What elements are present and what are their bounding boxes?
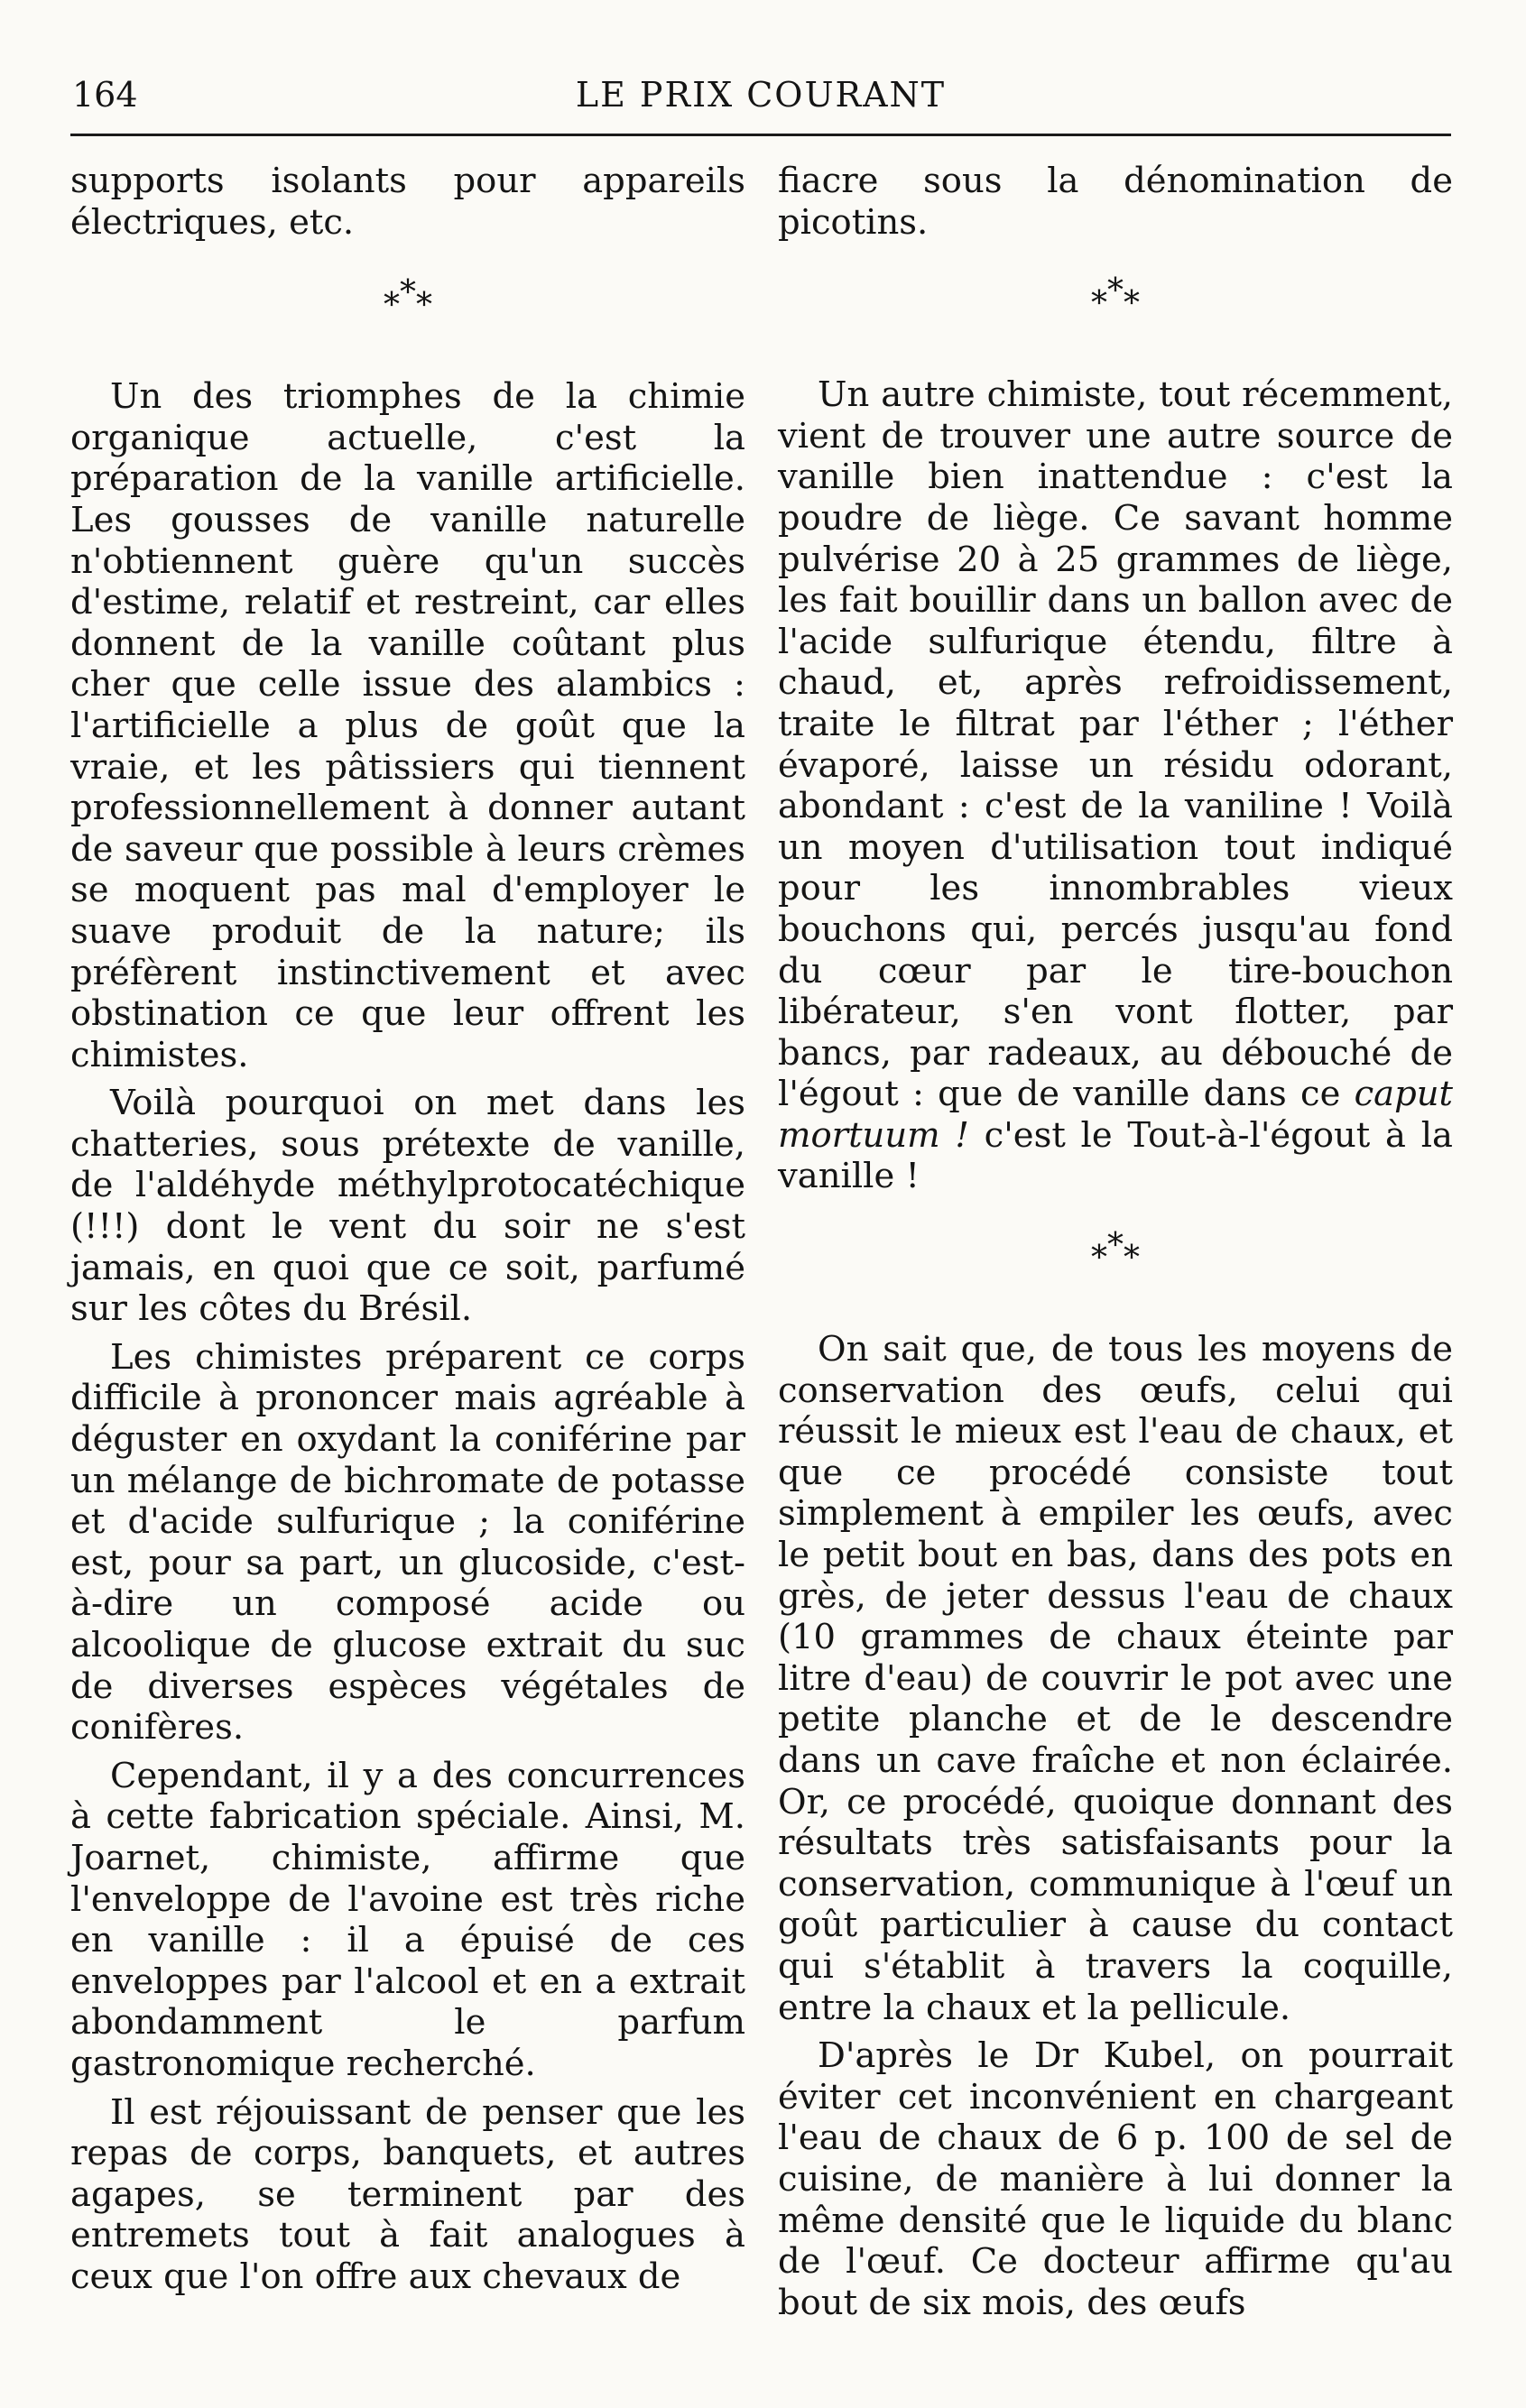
asterism-star: * xyxy=(1107,1227,1124,1265)
paragraph: supports isolants pour appareils électriques, etc. xyxy=(70,161,745,243)
asterism-star: * xyxy=(1124,285,1140,323)
paragraph: fiacre sous la dénomination de picotins. xyxy=(778,161,1453,243)
page-header xyxy=(70,63,1451,126)
paragraph: Cependant, il y a des concurrences à cette fabrication spéciale. Ainsi, M. Joarnet, chimiste, affirme que l'enveloppe de l'avoine est très riche en vanille : il a épuisé de ces enveloppes par l'alcool et en a extrait abondamment le parfum gastronomique recherché. xyxy=(70,1755,745,2084)
asterism-star: * xyxy=(1091,1240,1107,1278)
section-separator xyxy=(778,1227,1453,1278)
right-column xyxy=(778,161,1453,2323)
section-separator xyxy=(70,274,745,325)
asterism-star: * xyxy=(1107,272,1124,310)
paragraph: D'après le Dr Kubel, on pourrait éviter cet inconvénient en chargeant l'eau de chaux de 6 p. 100 de sel de cuisine, de manière à lui donner la même densité que le liquide du blanc de l'œuf. Ce docteur affirme qu'au bout de six mois, des œufs xyxy=(778,2035,1453,2323)
paragraph: Il est réjouissant de penser que les repas de corps, banquets, et autres agapes, se terminent par des entremets tout à fait analogues à ceux que l'on offre aux chevaux de xyxy=(70,2091,745,2297)
section-separator xyxy=(778,272,1453,323)
paragraph: Un des triomphes de la chimie organique actuelle, c'est la préparation de la vanille artificielle. Les gousses de vanille naturelle n'obtiennent guère qu'un succès d'estime, relatif et restreint, car elles donnent de la vanille coûtant plus cher que celle issue des alambics : l'artificielle a plus de goût que la vraie, et les pâtissiers qui tiennent professionnellement à donner autant de saveur que possible à leurs crèmes se moquent pas mal d'employer le suave produit de la nature; ils préfèrent instinctivement et avec obstination ce que leur offrent les chimistes. xyxy=(70,376,745,1075)
italic-phrase: caput mortuum ! xyxy=(778,1074,1453,1156)
left-column xyxy=(70,161,745,2298)
paragraph: On sait que, de tous les moyens de conservation des œufs, celui qui réussit le mieux est l'eau de chaux, et que ce procédé consiste tout simplement à empiler les œufs, avec le petit bout en bas, dans des pots en grès, de jeter dessus l'eau de chaux (10 grammes de chaux éteinte par litre d'eau) de couvrir le pot avec une petite planche et de le descendre dans un cave fraîche et non éclairée. Or, ce procédé, quoique donnant des résultats très satisfaisants pour la conservation, communique à l'œuf un goût particulier à cause du contact qui s'établit à travers la coquille, entre la chaux et la pellicule. xyxy=(778,1329,1453,2028)
asterism-star: * xyxy=(416,287,432,325)
paragraph xyxy=(778,374,1453,1197)
asterism-star: * xyxy=(384,287,400,325)
paragraph-text: c'est le Tout-à-l'égout à la vanille ! xyxy=(778,1114,1454,1197)
header-rule xyxy=(70,134,1451,136)
paragraph: Voilà pourquoi on met dans les chatteries, sous prétexte de vanille, de l'aldéhyde méthylprotocatéchique (!!!) dont le vent du soir ne s'est jamais, en quoi que ce soit, parfumé sur les côtes du Brésil. xyxy=(70,1083,745,1330)
page-number: 164 xyxy=(72,75,138,115)
running-title: LE PRIX COURANT xyxy=(575,75,947,115)
asterism-star: * xyxy=(400,274,416,312)
asterism-star: * xyxy=(1124,1240,1140,1278)
paragraph-text: Un autre chimiste, tout récemment, vient de trouver une autre source de vanille bien inattendue : c'est la poudre de liège. Ce savant homme pulvérise 20 à 25 grammes de liège, les fait bouillir dans un ballon avec de l'acide sulfurique étendu, filtre à chaud, et, après refroidissement, traite le filtrat par l'éther ; l'éther évaporé, laisse un résidu odorant, abondant : c'est de la vaniline ! Voilà un moyen d'utilisation tout indiqué pour les innombrables vieux bouchons qui, percés jusqu'au fond du cœur par le tire-bouchon libérateur, s'en vont flotter, par bancs, par radeaux, au débouché de l'égout : que de vanille dans ce xyxy=(778,374,1453,1115)
paragraph: Les chimistes préparent ce corps difficile à prononcer mais agréable à déguster en oxydant la coniférine par un mélange de bichromate de potasse et d'acide sulfurique ; la coniférine est, pour sa part, un glucoside, c'est-à-dire un composé acide ou alcoolique de glucose extrait du suc de diverses espèces végétales de conifères. xyxy=(70,1336,745,1748)
asterism-star: * xyxy=(1091,285,1107,323)
